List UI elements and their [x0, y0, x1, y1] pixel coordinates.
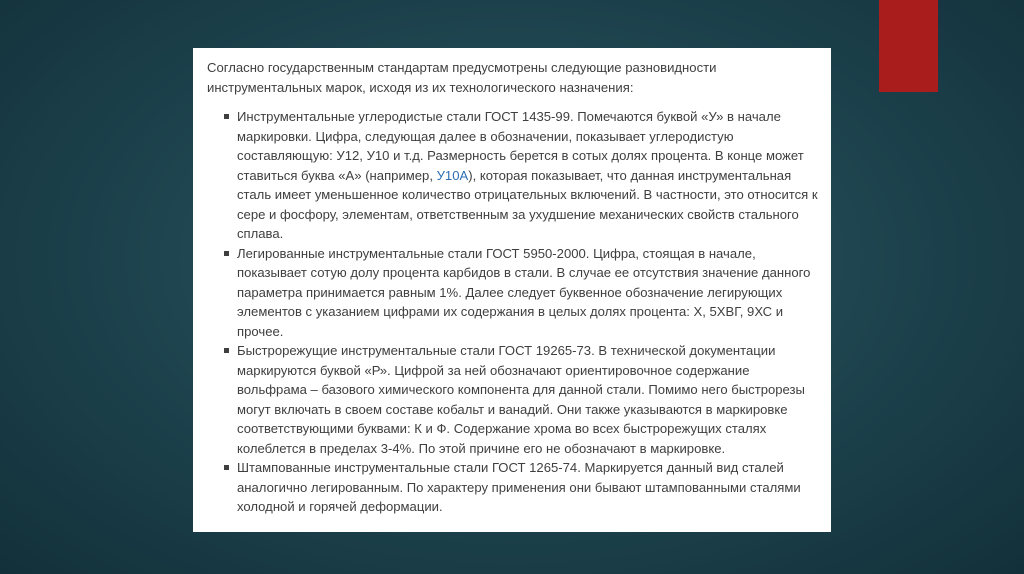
list-item — [207, 458, 819, 517]
list-item-text: Штампованные инструментальные стали ГОСТ 1265-74. Маркируется данный вид сталей аналогично легированным. По характеру применения они бывают штампованными сталями холодной и горячей деформации. — [237, 460, 801, 514]
list-item-text: Быстрорежущие инструментальные стали ГОСТ 19265-73. В технической документации маркируются буквой «Р». Цифрой за ней обозначают ориентировочное содержание вольфрама – базового химического компонента для данной стали. Помимо него быстрорезы могут включать в своем составе кобальт и ванадий. Они также указываются в маркировке соответствующими буквами: К и Ф. Содержание хрома во всех быстрорежущих сталях колеблется в пределах 3-4%. По этой причине его не обозначают в маркировке. — [237, 343, 805, 456]
square-bullet-icon — [224, 348, 229, 353]
intro-paragraph: Согласно государственным стандартам предусмотрены следующие разновидности инструментальных марок, исходя из их технологического назначения: — [207, 60, 717, 95]
square-bullet-icon — [224, 251, 229, 256]
list-item-text: Легированные инструментальные стали ГОСТ 5950-2000. Цифра, стоящая в начале, показывает сотую долу процента карбидов в стали. В случае ее отсутствия значение данного параметра принимается равным 1%. Далее следует буквенное обозначение легирующих элементов с указанием цифрами их содержания в целых долях процента: Х, 5ХВГ, 9ХС и прочее. — [237, 245, 811, 339]
list-item — [207, 107, 819, 244]
list-item — [207, 341, 819, 458]
document-panel — [193, 48, 831, 532]
square-bullet-icon — [224, 114, 229, 119]
list-item — [207, 244, 819, 342]
steel-types-list — [207, 107, 819, 517]
square-bullet-icon — [224, 465, 229, 470]
list-item-text-part: ), которая показывает, что данная инструментальная сталь имеет уменьшенное количество отрицательных включений. В частности, это относится к сере и фосфору, элементам, ответственным за ухудшение механических свойств стального сплава. — [237, 167, 818, 241]
red-accent-bar — [879, 0, 938, 92]
u10a-link[interactable]: У10А — [436, 167, 469, 183]
list-item-text-part: Инструментальные углеродистые стали ГОСТ 1435-99. Помечаются буквой «У» в начале маркировки. Цифра, следующая далее в обозначении, показывает углеродистую составляющую: У12, У10 и т.д. Размерность берется в сотых долях процента. В конце может ставиться буква «А» (например, — [237, 109, 804, 183]
